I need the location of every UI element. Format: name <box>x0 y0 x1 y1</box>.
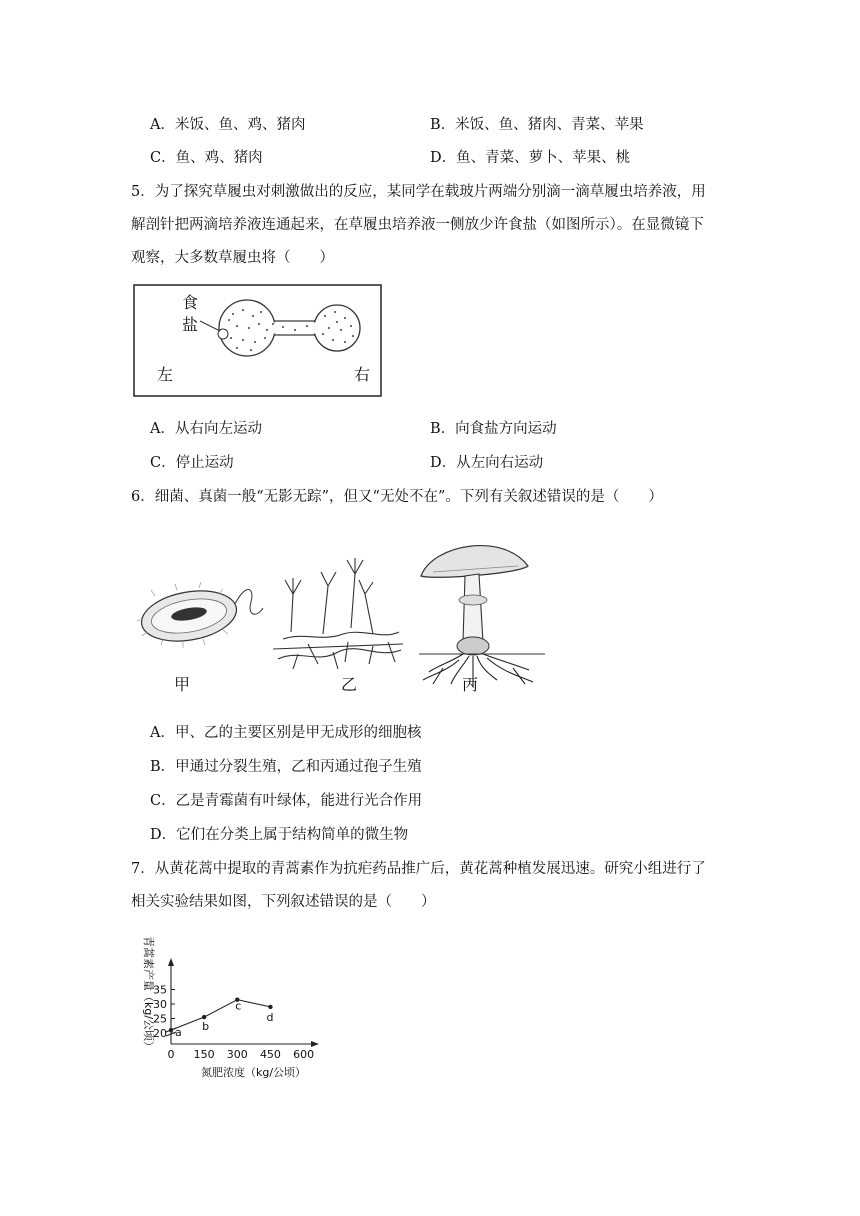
series-line <box>171 1000 270 1030</box>
q6-label-jia: 甲 <box>174 675 191 694</box>
q4-option-c: C．鱼、鸡、猪肉 <box>150 150 263 166</box>
data-point-label-d: d <box>266 1010 274 1024</box>
q5-stem-line1: 5．为了探究草履虫对刺激做出的反应，某同学在载玻片两端分别滴一滴草履虫培养液，用 <box>131 184 706 200</box>
q5-option-b: B．向食盐方向运动 <box>430 421 557 437</box>
x-tick-label: 150 <box>193 1048 215 1061</box>
q5-option-a: A．从右向左运动 <box>150 421 262 437</box>
q7-stem-line2: 相关实验结果如图，下列叙述错误的是（ ） <box>131 894 436 910</box>
q6-option-c: C．乙是青霉菌有叶绿体，能进行光合作用 <box>150 793 423 809</box>
penicillium-illustration <box>273 558 403 669</box>
q4-option-d: D．鱼、青菜、萝卜、苹果、桃 <box>430 150 631 166</box>
q7-line-chart <box>133 928 333 1080</box>
q5-stem-line2: 解剖针把两滴培养液连通起来，在草履虫培养液一侧放少许食盐（如图所示）。在显微镜下 <box>131 217 704 233</box>
q6-stem: 6．细菌、真菌一般“无影无踪”，但又“无处不在”。下列有关叙述错误的是（ ） <box>131 489 663 505</box>
y-axis-title: 青蒿素产量（kg/公顷） <box>142 936 155 1053</box>
q5-figure-slide <box>133 284 383 398</box>
x-axis-arrow <box>311 1041 319 1047</box>
q5-option-c: C．停止运动 <box>150 455 234 471</box>
q5-salt-label-2: 盐 <box>182 315 199 334</box>
q5-salt-label-1: 食 <box>182 293 199 312</box>
y-tick-label: 30 <box>153 998 167 1011</box>
q5-right-label: 右 <box>354 365 371 384</box>
bacterium-illustration <box>137 582 263 648</box>
x-tick-label: 450 <box>259 1048 281 1061</box>
data-point-label-a: a <box>175 1026 182 1040</box>
x-tick-label: 300 <box>226 1048 248 1061</box>
q5-left-label: 左 <box>157 365 174 384</box>
q5-option-d: D．从左向右运动 <box>430 455 544 471</box>
x-axis-title: 氮肥浓度（kg/公顷） <box>201 1066 307 1079</box>
q4-option-b: B．米饭、鱼、猪肉、青菜、苹果 <box>430 117 644 133</box>
q6-figure-microbes <box>133 524 553 699</box>
x-tick-label: 0 <box>167 1048 175 1061</box>
data-point-d <box>268 1005 272 1009</box>
mushroom-illustration <box>419 546 545 686</box>
q6-option-b: B．甲通过分裂生殖，乙和丙通过孢子生殖 <box>150 759 422 775</box>
q5-stem-line3: 观察，大多数草履虫将（ ） <box>131 250 334 266</box>
y-axis-arrow <box>168 958 174 966</box>
data-point-label-b: b <box>202 1020 210 1034</box>
data-point-b <box>202 1015 206 1019</box>
y-tick-label: 35 <box>153 983 167 997</box>
q6-label-bing: 丙 <box>462 675 479 694</box>
q7-stem-line1: 7．从黄花蒿中提取的青蒿素作为抗疟药品推广后，黄花蒿种植发展迅速。研究小组进行了 <box>131 861 706 877</box>
data-point-label-c: c <box>235 999 242 1013</box>
q6-option-d: D．它们在分类上属于结构简单的微生物 <box>150 827 409 843</box>
x-tick-label: 600 <box>293 1048 315 1061</box>
q6-option-a: A．甲、乙的主要区别是甲无成形的细胞核 <box>150 725 422 741</box>
q6-label-yi: 乙 <box>341 675 358 694</box>
y-tick-label: 25 <box>153 1012 167 1026</box>
y-tick-label: 20 <box>153 1027 167 1040</box>
data-point-a <box>169 1028 173 1032</box>
q4-option-a: A．米饭、鱼、鸡、猪肉 <box>150 117 306 133</box>
